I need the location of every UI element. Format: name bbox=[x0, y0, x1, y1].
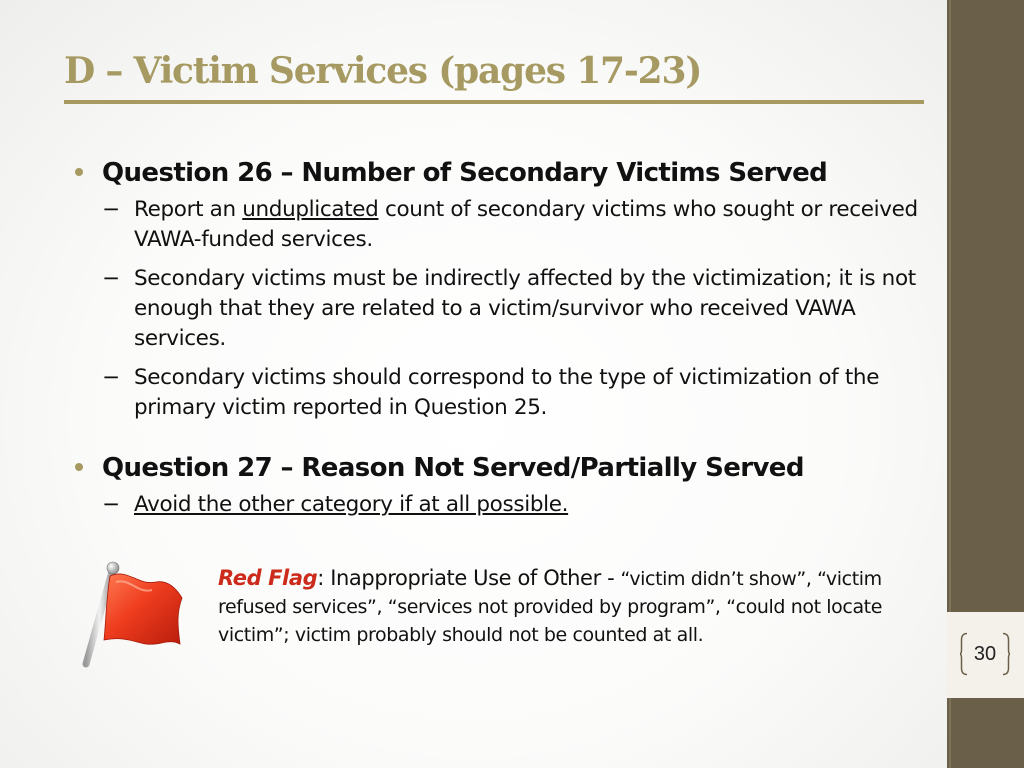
list-item-emphasis: unduplicated bbox=[242, 197, 379, 222]
question-26-block bbox=[75, 155, 925, 423]
question-27-heading-text: Question 27 – Reason Not Served/Partially Served bbox=[102, 453, 804, 483]
page-title: D – Victim Services (pages 17-23) bbox=[64, 50, 702, 92]
title-underline bbox=[64, 100, 924, 104]
list-item bbox=[75, 363, 925, 423]
question-26-heading bbox=[75, 155, 925, 191]
bullet-dot-icon bbox=[75, 463, 83, 471]
page-number: 30 bbox=[973, 643, 997, 665]
bullet-dot-icon bbox=[75, 168, 83, 176]
slide-content bbox=[75, 155, 925, 529]
list-item bbox=[75, 490, 925, 520]
page-number-badge bbox=[946, 612, 1024, 698]
list-item-text: Avoid the other category if at all possible. bbox=[134, 492, 569, 517]
list-item-suffix: count of secondary victims who sought or received VAWA-funded services. bbox=[134, 197, 918, 252]
question-27-block bbox=[75, 450, 925, 520]
list-item-text: Secondary victims must be indirectly affected by the victimization; it is not enough that they are related to a victim/survivor who received VAWA services. bbox=[134, 266, 916, 351]
dash-bullet-icon: − bbox=[102, 492, 120, 517]
red-flag-detail: “victim didn’t show”, “victim refused services”, “services not provided by program”, “could not locate victim”; victim probably should not be counted at all. bbox=[218, 568, 883, 646]
list-item bbox=[75, 195, 925, 255]
dash-bullet-icon: − bbox=[102, 266, 120, 291]
list-item-text: Secondary victims should correspond to the type of victimization of the primary victim reported in Question 25. bbox=[134, 365, 880, 420]
red-flag-label: Red Flag bbox=[218, 566, 318, 590]
question-26-heading-text: Question 26 – Number of Secondary Victims Served bbox=[102, 158, 828, 188]
red-flag-callout bbox=[80, 560, 910, 680]
question-26-items bbox=[75, 195, 925, 423]
list-item bbox=[75, 264, 925, 354]
red-flag-text bbox=[218, 564, 908, 649]
list-item-prefix: Report an bbox=[134, 197, 243, 222]
page-number-frame bbox=[960, 632, 1010, 676]
dash-bullet-icon: − bbox=[102, 197, 120, 222]
dash-bullet-icon: − bbox=[102, 365, 120, 390]
question-27-items bbox=[75, 490, 925, 520]
red-flag-lead: : Inappropriate Use of Other - bbox=[317, 566, 621, 590]
question-27-heading bbox=[75, 450, 925, 486]
red-flag-icon bbox=[80, 560, 188, 670]
